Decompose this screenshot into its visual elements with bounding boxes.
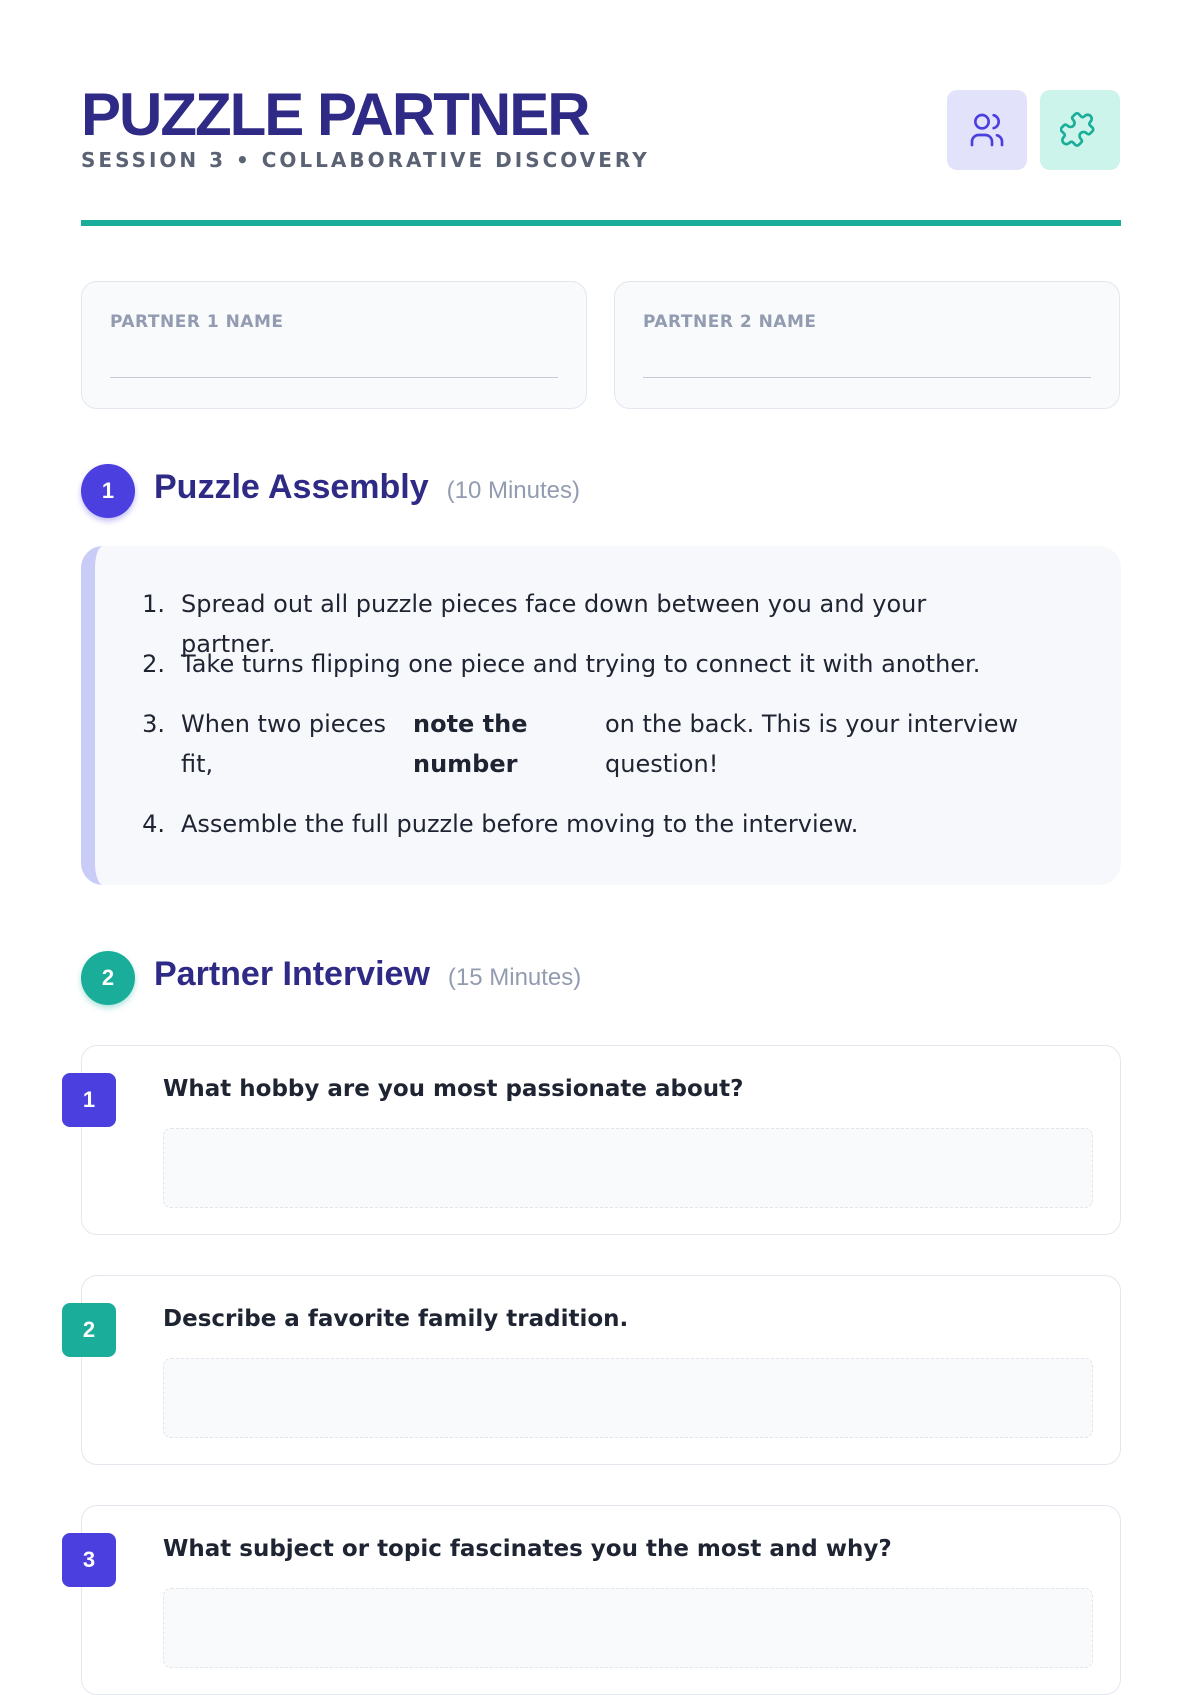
question-number-badge: 2 [62,1303,116,1357]
step-number: 2. [142,650,165,678]
section-title [154,468,580,507]
step-text: When two pieces fit, [181,710,387,778]
header [81,80,1119,230]
section-duration: (15 Minutes) [447,964,582,991]
answer-field[interactable] [163,1588,1093,1668]
step-number: 4. [142,810,165,838]
answer-field[interactable] [163,1128,1093,1208]
page-title: PUZZLE PARTNER [81,81,589,148]
puzzle-icon [1060,110,1100,150]
instruction-step [135,704,1021,784]
question-text: What hobby are you most passionate about? [163,1076,744,1102]
page-subtitle: SESSION 3 • COLLABORATIVE DISCOVERY [81,148,650,172]
puzzle-icon-button[interactable] [1040,90,1120,170]
step-text-emphasis: note the number [413,710,528,778]
instructions-panel [81,546,1121,885]
partner-1-card [81,281,587,409]
section-title [154,955,581,994]
question-text: What subject or topic fascinates you the most and why? [163,1536,892,1562]
section-number: 1 [81,464,135,518]
answer-field[interactable] [163,1358,1093,1438]
step-text: Take turns flipping one piece and trying to connect it with another. [181,650,981,678]
question-card [81,1505,1121,1695]
question-number-badge: 3 [62,1533,116,1587]
partner-2-name-field[interactable] [643,377,1091,378]
section-duration: (10 Minutes) [446,477,581,504]
step-text: Assemble the full puzzle before moving to the interview. [181,810,859,838]
section-title-text: Puzzle Assembly [154,468,429,506]
partner-2-card [614,281,1120,409]
step-text: on the back. This is your interview question! [605,710,1019,778]
question-card [81,1275,1121,1465]
partner-1-label: PARTNER 1 NAME [110,312,284,332]
question-number-badge: 1 [62,1073,116,1127]
partner-2-label: PARTNER 2 NAME [643,312,817,332]
section-number: 2 [81,951,135,1005]
section-title-text: Partner Interview [154,955,430,993]
question-text: Describe a favorite family tradition. [163,1306,629,1332]
question-card [81,1045,1121,1235]
step-number: 3. [142,710,165,738]
step-number: 1. [142,590,165,618]
partner-1-name-field[interactable] [110,377,558,378]
users-icon-button[interactable] [947,90,1027,170]
users-icon [967,110,1007,150]
step-text: Spread out all puzzle pieces face down between you and your partner. [181,590,927,658]
header-divider [81,220,1121,226]
